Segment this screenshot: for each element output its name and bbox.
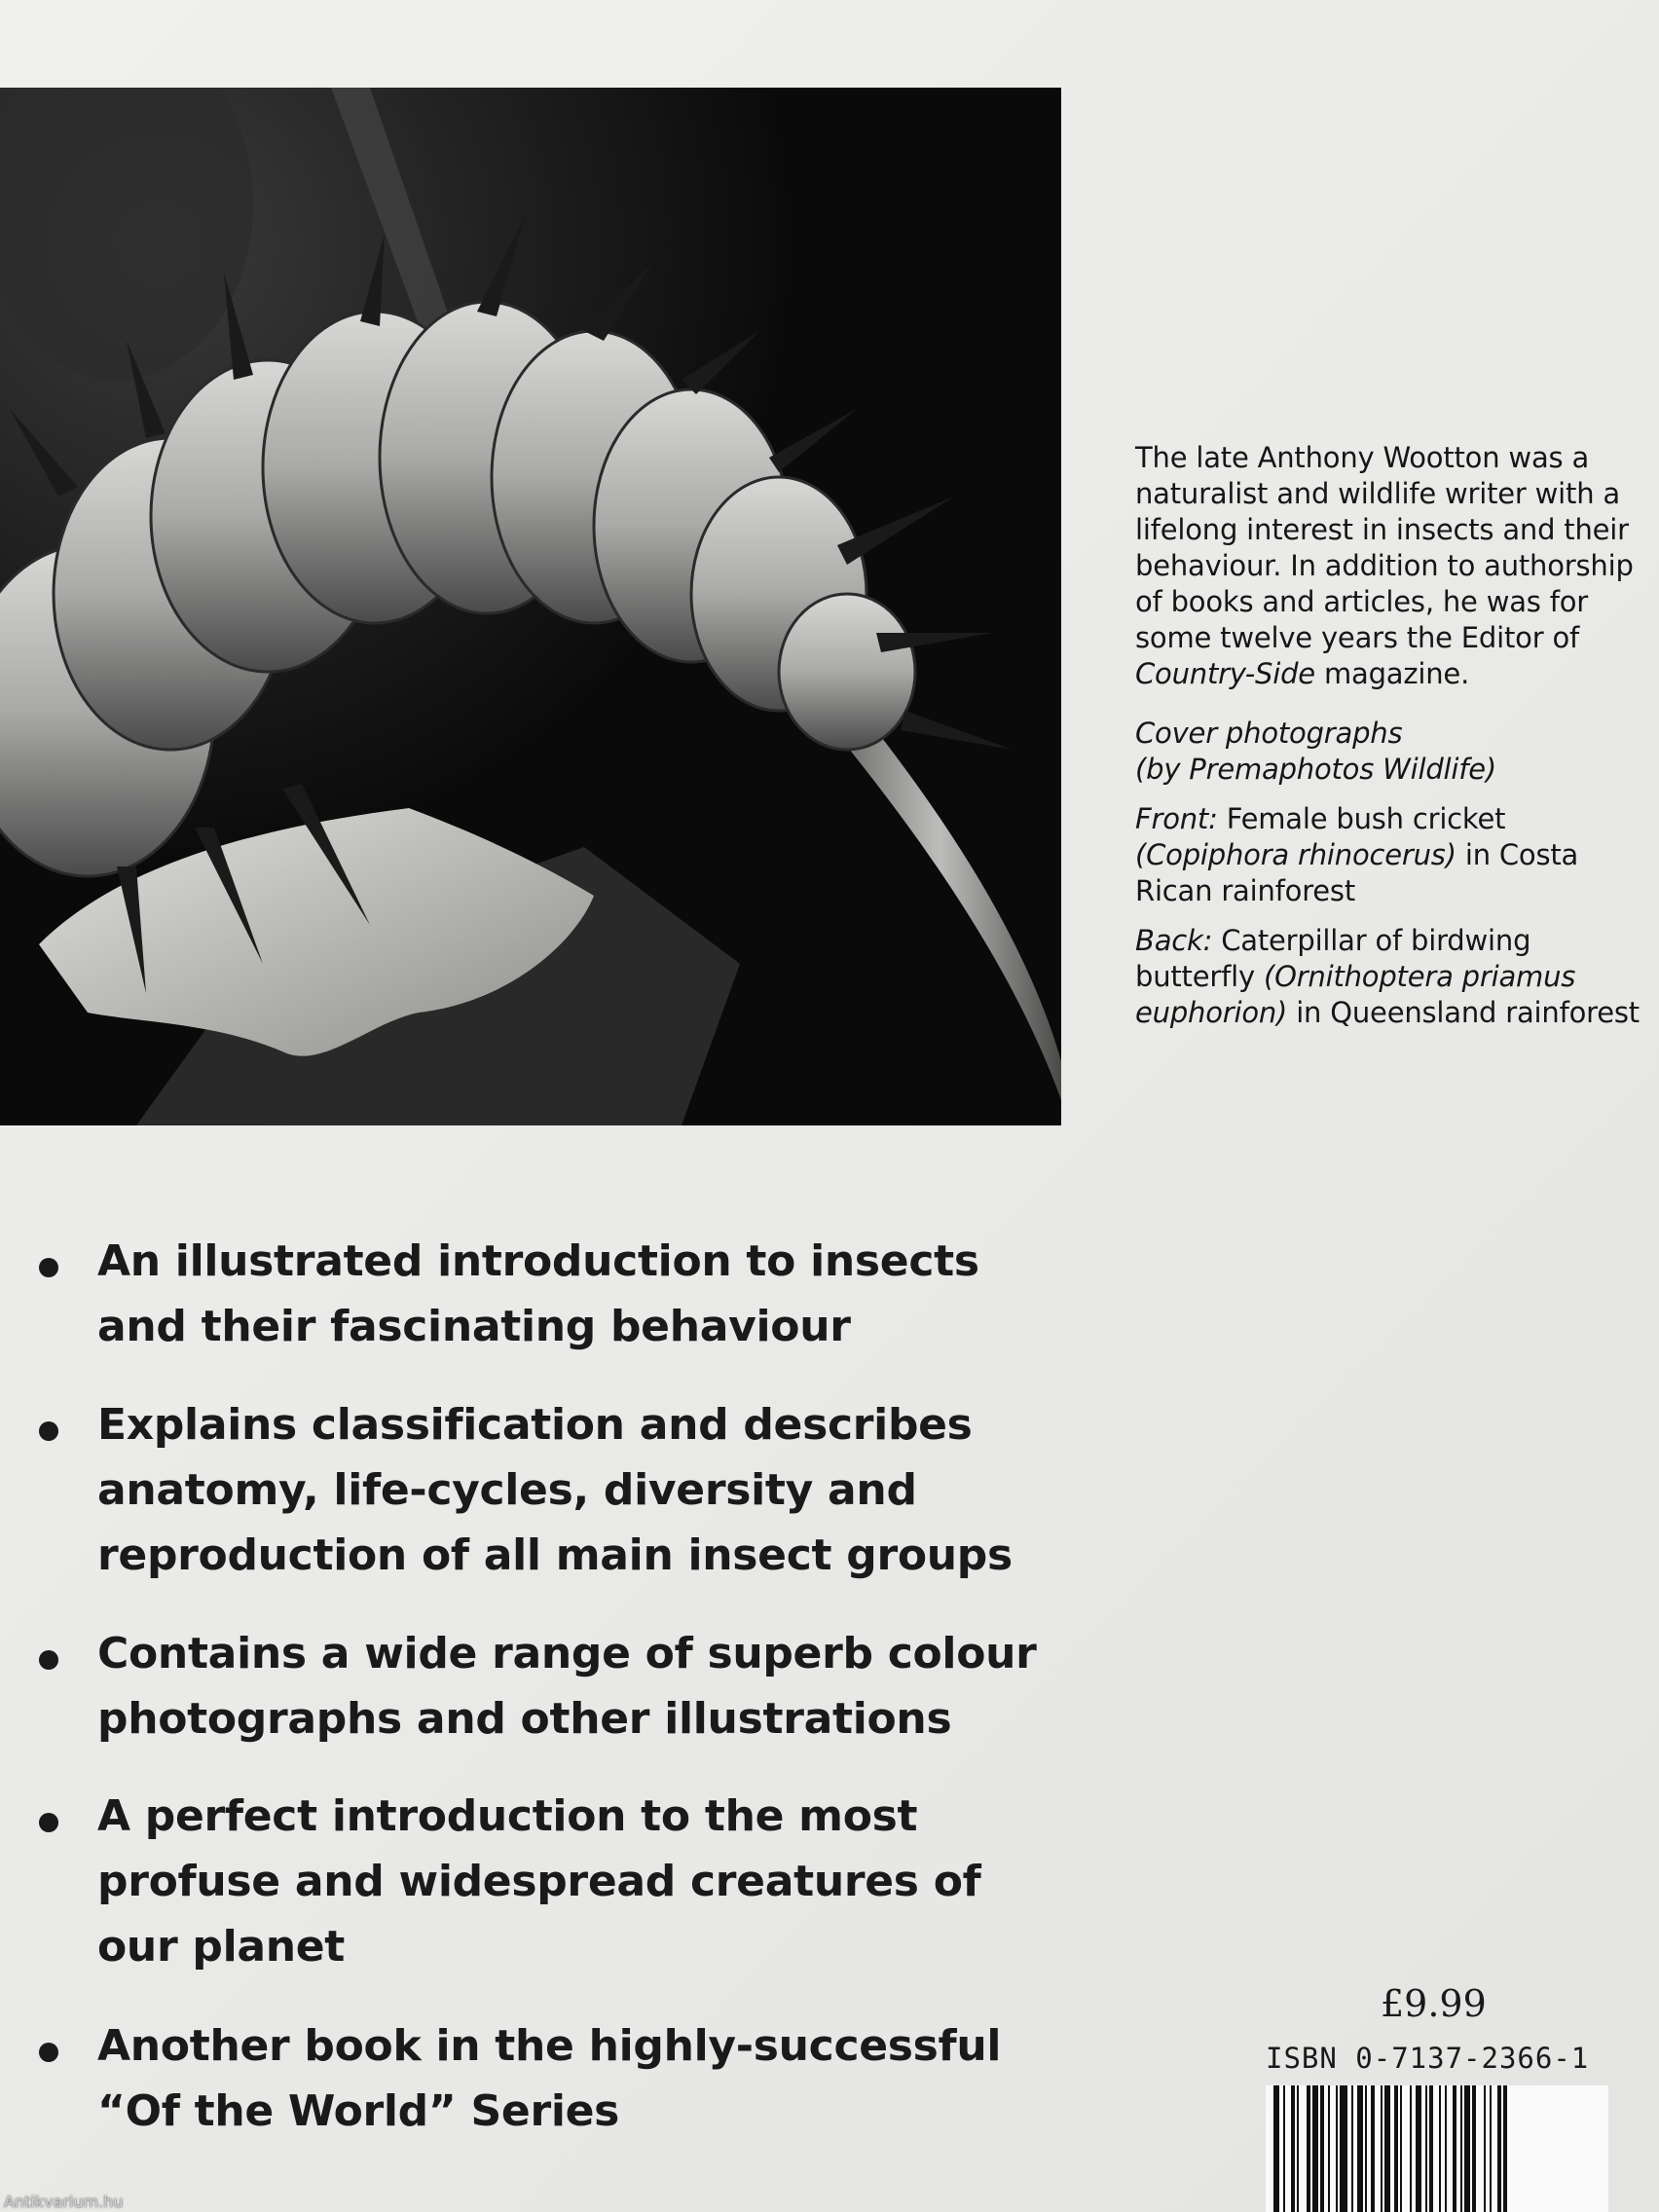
barcode-bar (1484, 2085, 1486, 2212)
barcode-bar (1490, 2085, 1492, 2212)
front-label: Front: (1135, 802, 1218, 835)
bullet-icon (39, 1421, 58, 1441)
feature-text: Another book in the highly-successful “Of the World” Series (97, 2021, 1002, 2136)
barcode-bar (1307, 2085, 1310, 2212)
barcode-bar (1357, 2085, 1363, 2212)
feature-text: Explains classification and describes anatomy, life-cycles, diversity and reproduction of all main insect groups (97, 1400, 1013, 1580)
front-text: Female bush cricket (1217, 802, 1506, 835)
bio-text: The late Anthony Wootton was a naturalist and wildlife writer with a lifelong interest in insects and their behaviour. In addition to authorship of books and articles, he was for some twelve years the Editor of (1135, 441, 1634, 654)
bullet-icon (39, 1650, 58, 1670)
back-text: Caterpillar of birdwing butterfly (1135, 924, 1531, 993)
feature-item (39, 2013, 1051, 2144)
cover-photograph (0, 88, 1061, 1125)
feature-item (39, 1392, 1051, 1588)
caterpillar-photo-image (0, 88, 1061, 1125)
barcode-bar (1425, 2085, 1427, 2212)
feature-item (39, 1784, 1051, 1979)
feature-text: An illustrated introduction to insects and their fascinating behaviour (97, 1236, 979, 1351)
barcode-bar (1453, 2085, 1456, 2212)
barcode-bar (1503, 2085, 1507, 2212)
front-species: (Copiphora rhinocerus) (1135, 838, 1456, 871)
barcode-bar (1328, 2085, 1330, 2212)
barcode-bar (1320, 2085, 1324, 2212)
cover-credit (1135, 716, 1641, 788)
barcode-bar (1416, 2085, 1421, 2212)
cover-credit-line1: Cover photographs (1135, 717, 1403, 750)
bullet-icon (39, 2043, 58, 2062)
barcode-bar (1439, 2085, 1441, 2212)
barcode-bar (1381, 2085, 1382, 2212)
barcode-bar (1464, 2085, 1470, 2212)
barcode-bar (1273, 2085, 1279, 2212)
barcode-bar (1460, 2085, 1462, 2212)
feature-item (39, 1621, 1051, 1751)
isbn: ISBN 0-7137-2366-1 (1266, 2042, 1590, 2075)
barcode-bar (1365, 2085, 1367, 2212)
barcode-bar (1336, 2085, 1338, 2212)
barcode-bar (1394, 2085, 1398, 2212)
author-bio (1135, 440, 1641, 1031)
feature-text: A perfect introduction to the most profuse and widespread creatures of our planet (97, 1791, 981, 1972)
magazine-name: Country-Side (1135, 657, 1315, 690)
front-text-end: in Costa Rican rainforest (1135, 838, 1579, 907)
feature-text: Contains a wide range of superb colour photographs and other illustrations (97, 1629, 1037, 1744)
back-caption (1135, 923, 1641, 1031)
bullet-icon (39, 1258, 58, 1277)
barcode-bar (1400, 2085, 1402, 2212)
front-caption (1135, 801, 1641, 909)
barcode-bar (1312, 2085, 1318, 2212)
barcode-bar (1340, 2085, 1347, 2212)
bio-paragraph (1135, 440, 1641, 692)
back-species: (Ornithoptera priamus euphorion) (1135, 960, 1576, 1029)
barcode-bar (1429, 2085, 1433, 2212)
bio-text-end: magazine. (1314, 657, 1470, 690)
barcode-bar (1351, 2085, 1353, 2212)
barcode-bar (1291, 2085, 1295, 2212)
barcode-bar (1283, 2085, 1285, 2212)
bullet-icon (39, 1813, 58, 1832)
barcode-bar (1384, 2085, 1390, 2212)
barcode-bar (1297, 2085, 1299, 2212)
watermark: Antikvarium.hu (4, 2193, 124, 2211)
barcode-bar (1445, 2085, 1447, 2212)
barcode-image (1266, 2085, 1608, 2212)
barcode-bar (1371, 2085, 1375, 2212)
price: £9.99 (1381, 1982, 1487, 2025)
barcode-bar (1497, 2085, 1501, 2212)
barcode-bar (1472, 2085, 1476, 2212)
barcode-bar (1410, 2085, 1412, 2212)
back-text-end: in Queensland rainforest (1287, 996, 1640, 1029)
barcode (1266, 2085, 1608, 2212)
back-label: Back: (1135, 924, 1213, 957)
cover-credit-line2: (by Premaphotos Wildlife) (1135, 753, 1497, 786)
feature-item (39, 1229, 1051, 1359)
